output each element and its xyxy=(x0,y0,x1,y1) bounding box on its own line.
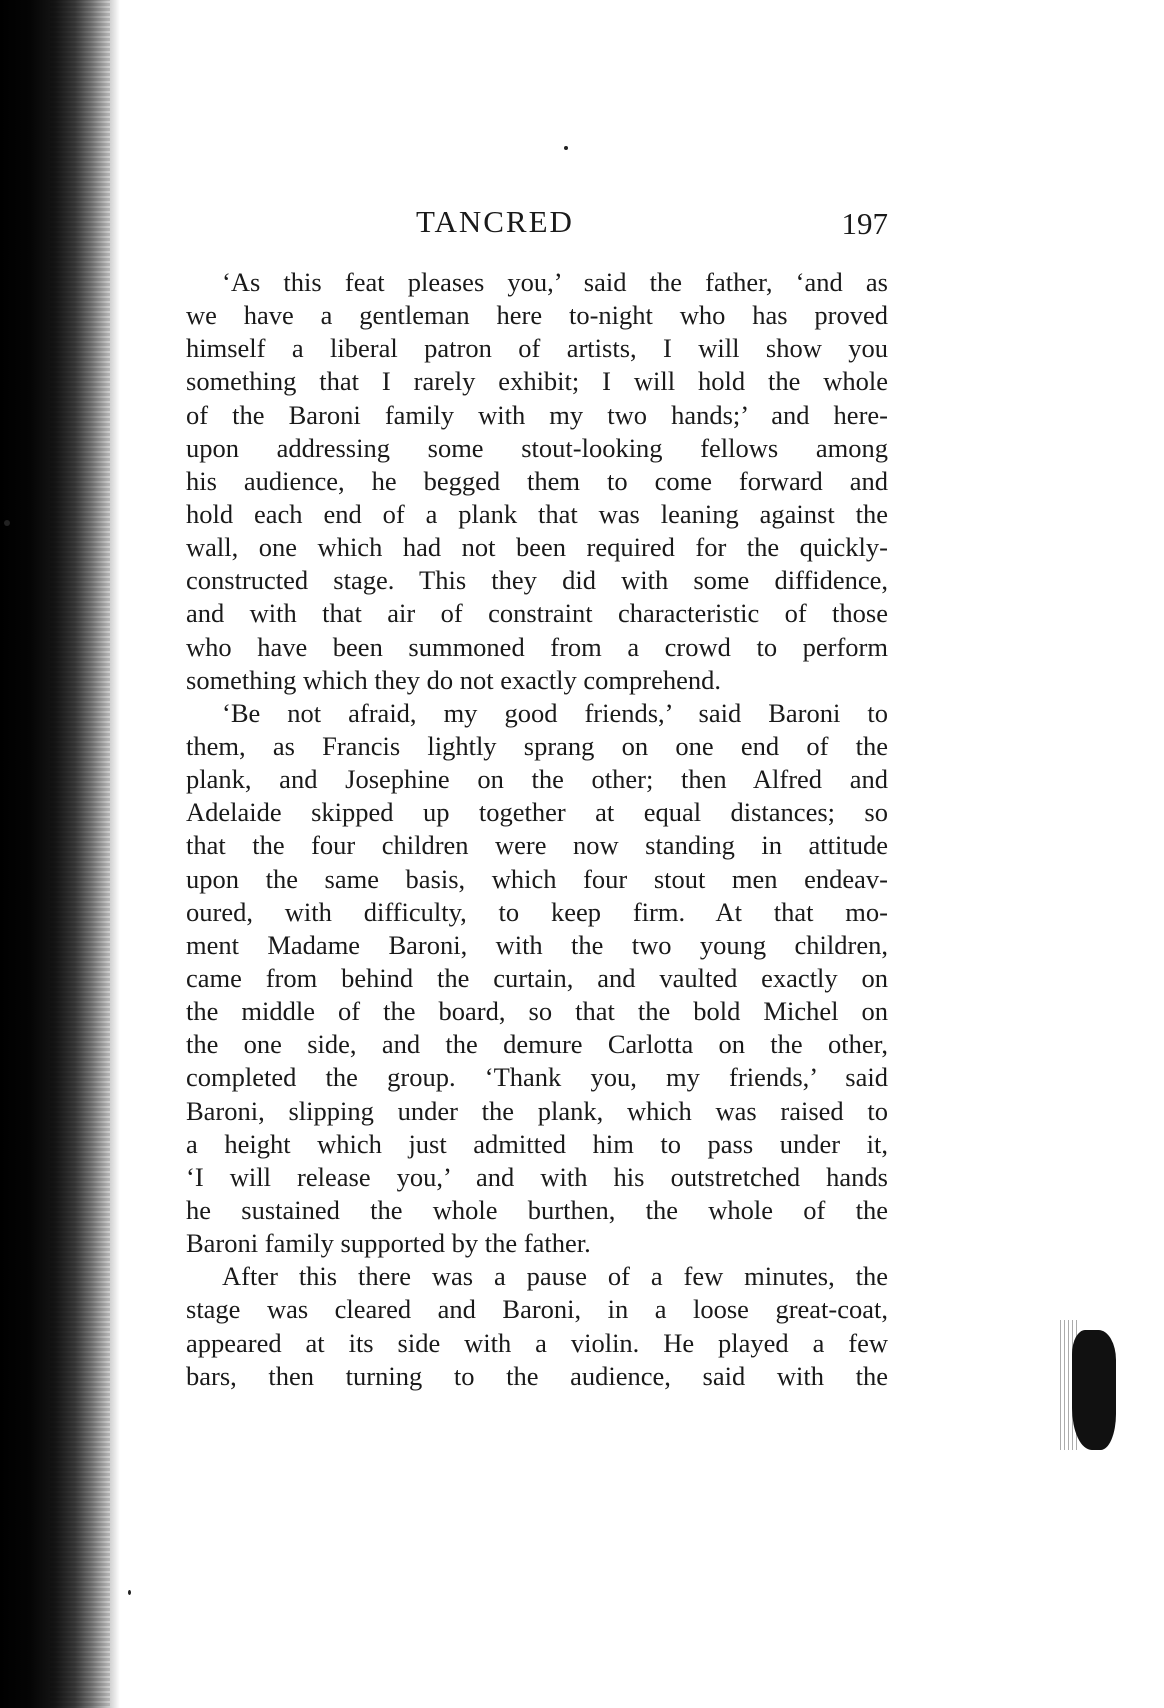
text-line: Baroni, slipping under the plank, which was raised to xyxy=(186,1095,888,1126)
text-line: a height which just admitted him to pass under it, xyxy=(186,1128,888,1159)
text-line: them, as Francis lightly sprang on one end of the xyxy=(186,730,888,761)
text-line: oured, with difficulty, to keep firm. At that mo- xyxy=(186,896,888,927)
text-line: hold each end of a plank that was leaning against the xyxy=(186,498,888,529)
text-line: plank, and Josephine on the other; then Alfred and xyxy=(186,764,888,795)
scan-speck xyxy=(564,146,568,150)
paragraph xyxy=(186,697,888,1260)
text-line: wall, one which had not been required for the quickly- xyxy=(186,532,888,563)
text-line: himself a liberal patron of artists, I will show you xyxy=(186,333,888,364)
text-line: After this there was a pause of a few minutes, the xyxy=(222,1261,888,1292)
text-line: Adelaide skipped up together at equal distances; so xyxy=(186,797,888,828)
text-line: came from behind the curtain, and vaulted exactly on xyxy=(186,962,888,993)
paragraph xyxy=(186,266,888,697)
text-line: appeared at its side with a violin. He played a few xyxy=(186,1327,888,1358)
text-line: that the four children were now standing in attitude xyxy=(186,830,888,861)
text-line: ‘Be not afraid, my good friends,’ said Baroni to xyxy=(222,697,888,728)
text-line: completed the group. ‘Thank you, my friends,’ said xyxy=(186,1062,888,1093)
body-text xyxy=(186,266,888,1393)
paragraph xyxy=(186,1260,888,1393)
page-header xyxy=(186,204,888,244)
text-line: stage was cleared and Baroni, in a loose great-coat, xyxy=(186,1294,888,1325)
text-line: of the Baroni family with my two hands;’ and here- xyxy=(186,399,888,430)
text-line: something which they do not exactly comprehend. xyxy=(186,664,722,695)
text-line: bars, then turning to the audience, said with the xyxy=(186,1360,888,1391)
scan-speck xyxy=(4,520,10,526)
text-line: ‘As this feat pleases you,’ said the father, ‘and as xyxy=(222,267,888,297)
text-line: constructed stage. This they did with some diffidence, xyxy=(186,565,888,596)
text-line: upon addressing some stout-looking fellows among xyxy=(186,432,888,463)
text-line: something that I rarely exhibit; I will hold the whole xyxy=(186,366,888,397)
text-line: we have a gentleman here to-night who has proved xyxy=(186,300,888,331)
scan-spine-texture xyxy=(50,0,110,1708)
text-line: his audience, he begged them to come forward and xyxy=(186,465,888,496)
page-number: 197 xyxy=(841,206,888,241)
text-line: the middle of the board, so that the bold Michel on xyxy=(186,996,888,1027)
text-line: who have been summoned from a crowd to perform xyxy=(186,631,888,662)
text-line: he sustained the whole burthen, the whole of the xyxy=(186,1194,888,1225)
text-line: ‘I will release you,’ and with his outstretched hands xyxy=(186,1161,888,1192)
text-line: upon the same basis, which four stout men endeav- xyxy=(186,863,888,894)
text-line: and with that air of constraint characteristic of those xyxy=(186,598,888,629)
text-line: Baroni family supported by the father. xyxy=(186,1228,591,1259)
scan-blotch xyxy=(1072,1330,1116,1450)
scan-speck xyxy=(128,1590,131,1595)
running-title: TANCRED xyxy=(416,204,574,239)
text-line: the one side, and the demure Carlotta on the other, xyxy=(186,1029,888,1060)
text-line: ment Madame Baroni, with the two young children, xyxy=(186,929,888,960)
